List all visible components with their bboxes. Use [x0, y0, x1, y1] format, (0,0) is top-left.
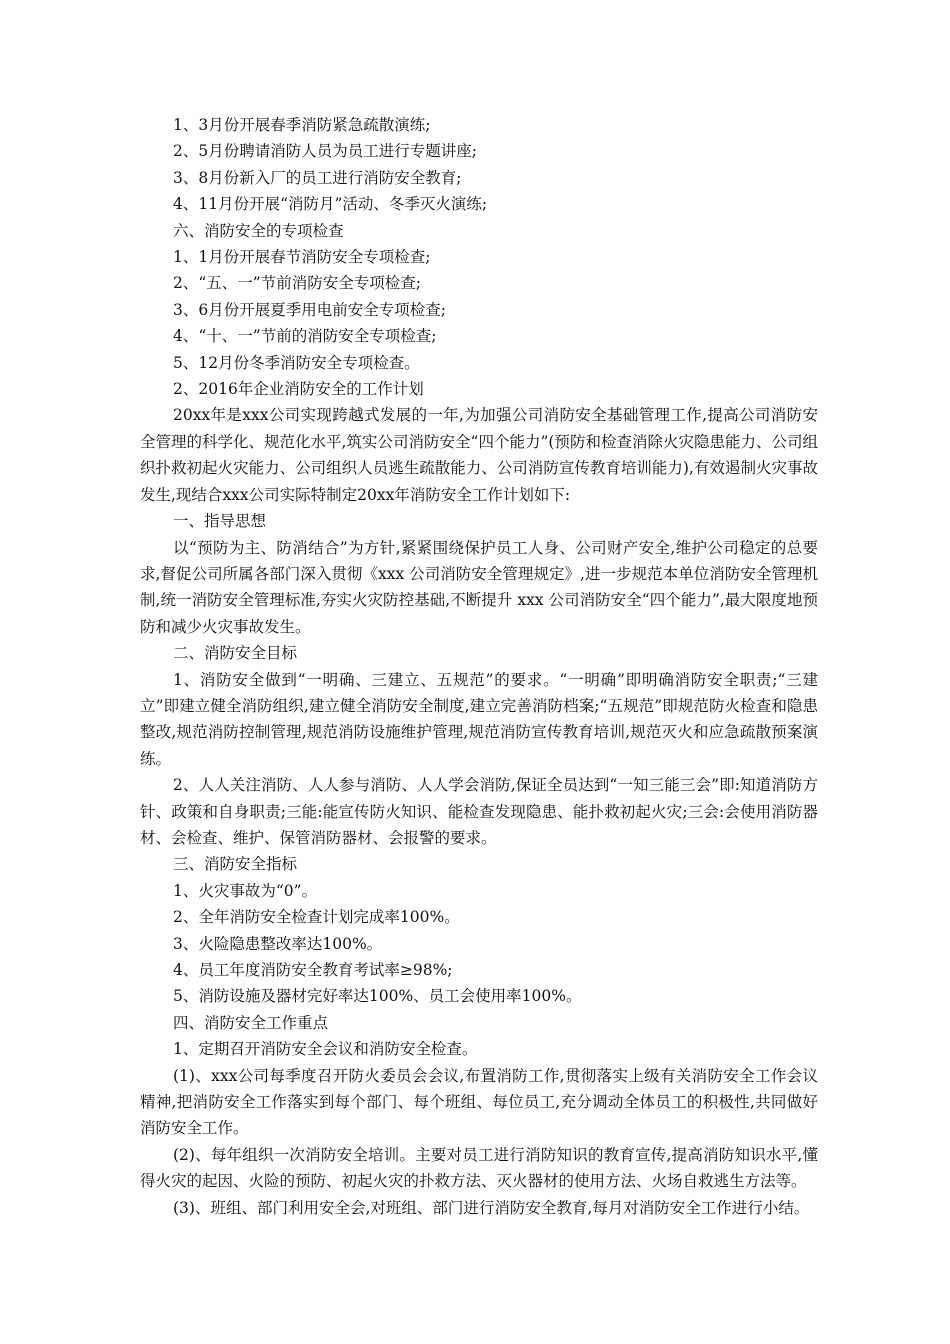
text-line: 1、1月份开展春节消防安全专项检查; — [173, 248, 431, 267]
paragraph: 2、人人关注消防、人人参与消防、人人学会消防,保证全员达到“一知三能三会”即:知道消防方针、政策和自身职责;三能:能宣传防火知识、能检查发现隐患、能扑救初起火灾;三会:会使用消防器材、会检查、维护、保管消防器材、会报警的要求。 — [140, 776, 818, 847]
text-line: 5、12月份冬季消防安全专项检查。 — [173, 353, 420, 372]
paragraph: (1)、xxx公司每季度召开防火委员会会议,布置消防工作,贯彻落实上级有关消防安全工作会议精神,把消防安全工作落实到每个部门、每个班组、每位员工,充分调动全体员工的积极性,共同做好消防安全工作。 — [140, 1066, 818, 1138]
text-line: 4、员工年度消防安全教育考试率≥98%; — [173, 961, 453, 979]
text-line: 4、11月份开展“消防月”活动、冬季灭火演练; — [173, 195, 488, 214]
text-line: 1、3月份开展春季消防紧急疏散演练; — [173, 116, 431, 134]
document-body — [140, 112, 818, 1221]
text-line: 3、6月份开展夏季用电前安全专项检查; — [173, 300, 446, 319]
text-line: 四、消防安全工作重点 — [173, 1013, 329, 1032]
text-line: 3、火险隐患整改率达100%。 — [173, 934, 383, 953]
paragraph: 20xx年是xxx公司实现跨越式发展的一年,为加强公司消防安全基础管理工作,提高公司消防安全管理的科学化、规范化水平,筑实公司消防安全“四个能力”(预防和检查消除火灾隐患能力、公司组织扑救初起火灾能力、公司组织人员逃生疏散能力、公司消防宣传教育培训能力),有效遏制火灾事故发生,现结合xxx公司实际特制定20xx年消防安全工作计划如下: — [140, 406, 818, 504]
paragraph: 以“预防为主、防消结合”为方针,紧紧围绕保护员工人身、公司财产安全,维护公司稳定的总要求,督促公司所属各部门深入贯彻《xxx 公司消防安全管理规定》,进一步规范本单位消防安全管理机制,统一消防安全管理标准,夯实火灾防控基础,不断提升 xxx 公司消防安全“四个能力”,最大限度地预防和减少火灾事故发生。 — [140, 538, 818, 636]
text-line: 2、5月份聘请消防人员为员工进行专题讲座; — [173, 142, 477, 161]
text-line: 1、定期召开消防安全会议和消防安全检查。 — [173, 1040, 478, 1059]
text-line: 4、“十、一”节前的消防安全专项检查; — [173, 327, 437, 346]
text-line: 2、“五、一”节前消防安全专项检查; — [173, 274, 421, 293]
paragraph: (3)、班组、部门利用安全会,对班组、部门进行消防安全教育,每月对消防安全工作进行小结。 — [173, 1198, 810, 1217]
text-line: 一、指导思想 — [173, 512, 267, 531]
text-line: 2、全年消防安全检查计划完成率100%。 — [173, 908, 460, 927]
text-line: 2、2016年企业消防安全的工作计划 — [173, 380, 424, 399]
text-line: 六、消防安全的专项检查 — [173, 221, 344, 240]
text-line: 5、消防设施及器材完好率达100%、员工会使用率100%。 — [173, 987, 582, 1006]
text-line: 二、消防安全目标 — [173, 644, 298, 663]
text-line: 三、消防安全指标 — [173, 855, 298, 874]
paragraph: (2)、每年组织一次消防安全培训。主要对员工进行消防知识的教育宣传,提高消防知识水平,懂得火灾的起因、火险的预防、初起火灾的扑救方法、灭火器材的使用方法、火场自救逃生方法等。 — [140, 1145, 818, 1191]
text-line: 1、火灾事故为“0”。 — [173, 881, 318, 900]
text-line: 3、8月份新入厂的员工进行消防安全教育; — [173, 168, 462, 187]
paragraph: 1、消防安全做到“一明确、三建立、五规范”的要求。“一明确”即明确消防安全职责;“三建立”即建立健全消防组织,建立健全消防安全制度,建立完善消防档案;“五规范”即规范防火检查和隐患整改,规范消防控制管理,规范消防设施维护管理,规范消防宣传教育培训,规范灭火和应急疏散预案演练。 — [140, 670, 818, 768]
